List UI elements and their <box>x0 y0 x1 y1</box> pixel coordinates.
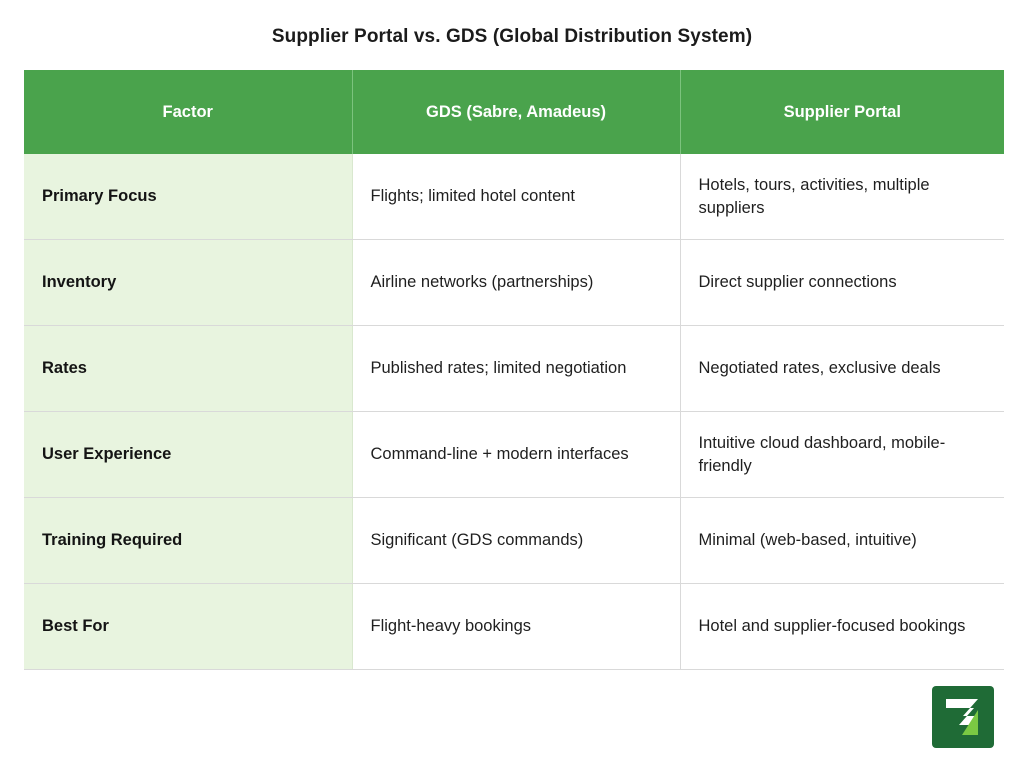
cell-portal: Hotel and supplier-focused bookings <box>680 584 1004 670</box>
cell-portal: Hotels, tours, activities, multiple suppliers <box>680 154 1004 240</box>
table-body <box>24 154 1004 670</box>
cell-portal: Intuitive cloud dashboard, mobile-friendly <box>680 412 1004 498</box>
table-header-row <box>24 70 1004 154</box>
cell-portal: Direct supplier connections <box>680 240 1004 326</box>
cell-gds: Significant (GDS commands) <box>352 498 680 584</box>
column-header-supplier-portal: Supplier Portal <box>680 70 1004 154</box>
table-row <box>24 584 1004 670</box>
table-row <box>24 498 1004 584</box>
comparison-table-wrapper <box>24 70 1004 670</box>
table-row <box>24 326 1004 412</box>
table-header <box>24 70 1004 154</box>
page-title: Supplier Portal vs. GDS (Global Distribution System) <box>271 26 753 47</box>
cell-factor: Training Required <box>24 498 352 584</box>
cell-gds: Flight-heavy bookings <box>352 584 680 670</box>
cell-portal: Negotiated rates, exclusive deals <box>680 326 1004 412</box>
cell-gds: Airline networks (partnerships) <box>352 240 680 326</box>
column-header-gds: GDS (Sabre, Amadeus) <box>352 70 680 154</box>
cell-factor: Rates <box>24 326 352 412</box>
table-row <box>24 240 1004 326</box>
column-header-factor: Factor <box>24 70 352 154</box>
cell-factor: User Experience <box>24 412 352 498</box>
cell-gds: Published rates; limited negotiation <box>352 326 680 412</box>
table-row <box>24 412 1004 498</box>
table-row <box>24 154 1004 240</box>
cell-factor: Best For <box>24 584 352 670</box>
cell-factor: Primary Focus <box>24 154 352 240</box>
comparison-table <box>24 70 1004 670</box>
brand-logo-icon <box>932 686 994 748</box>
cell-factor: Inventory <box>24 240 352 326</box>
cell-gds: Flights; limited hotel content <box>352 154 680 240</box>
cell-portal: Minimal (web-based, intuitive) <box>680 498 1004 584</box>
cell-gds: Command-line + modern interfaces <box>352 412 680 498</box>
